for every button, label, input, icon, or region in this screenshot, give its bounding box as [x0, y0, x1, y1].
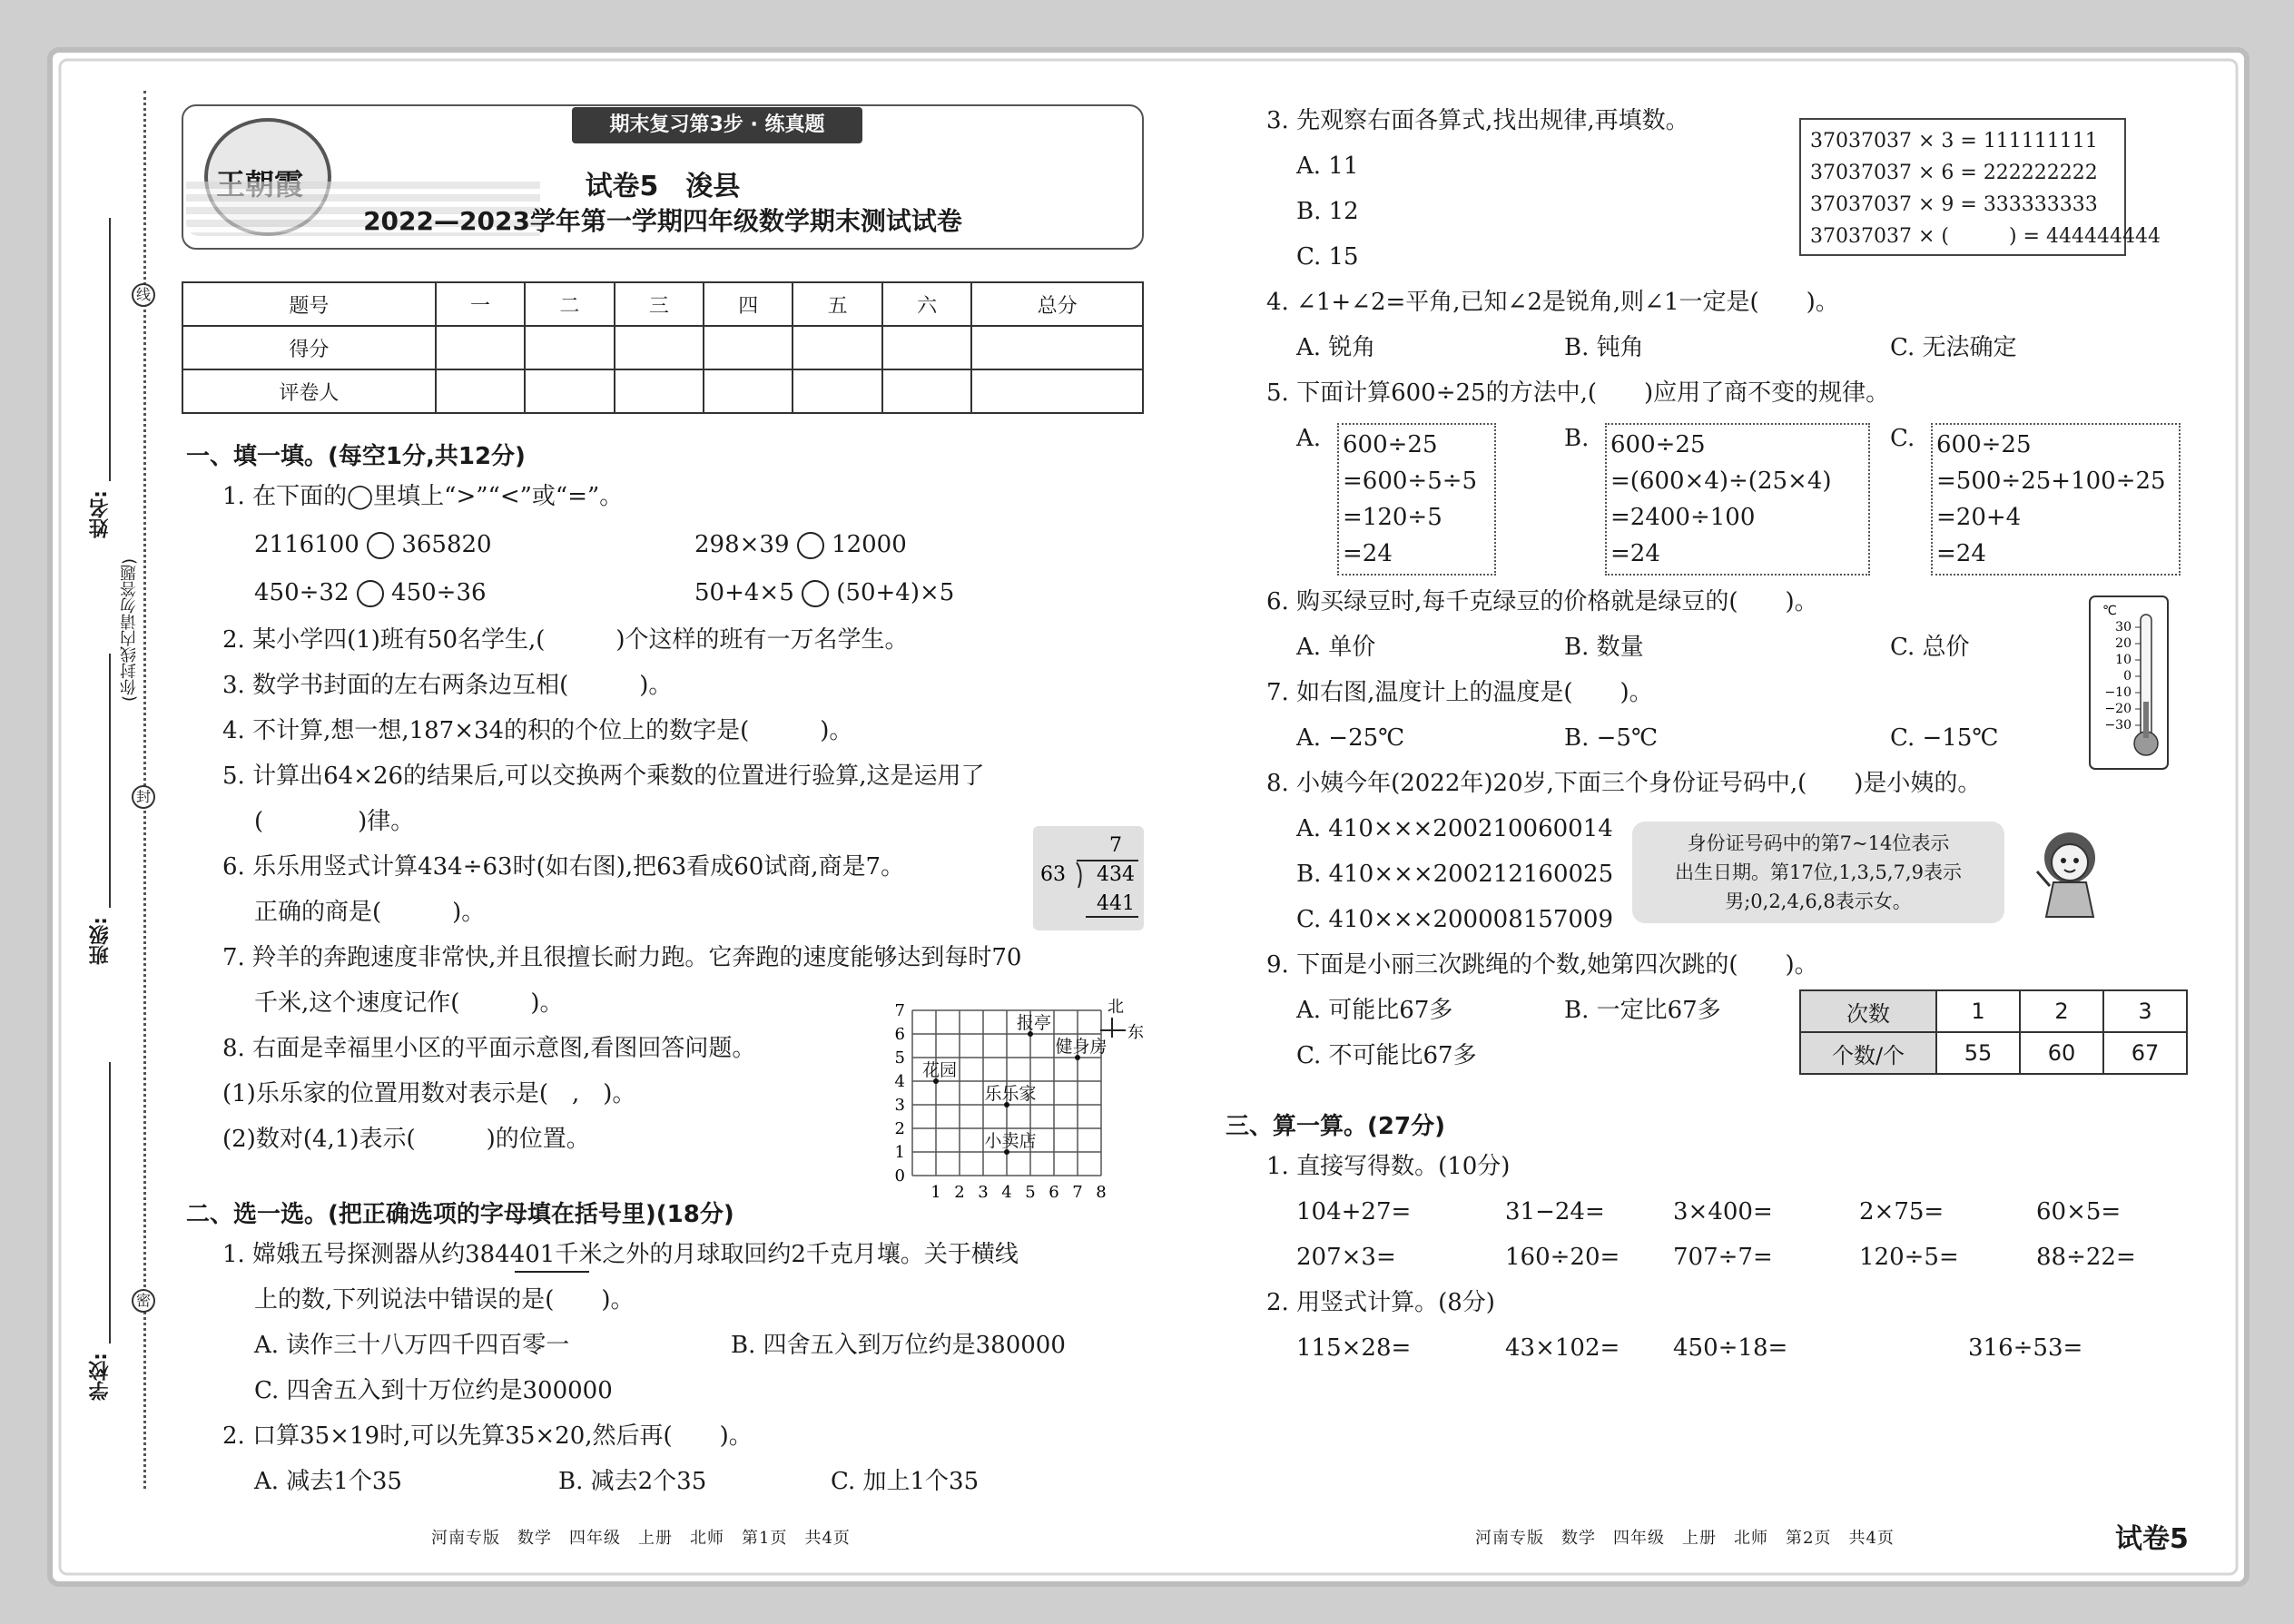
compare-circle[interactable]	[367, 532, 394, 559]
map-x-tick: 6	[1049, 1183, 1059, 1202]
calc-item: 707÷7=	[1673, 1244, 1773, 1271]
pattern-line: 37037037 × 6 = 222222222	[1810, 162, 2098, 184]
jump-cell: 3	[2103, 990, 2187, 1032]
hint-bubble: 身份证号码中的第7~14位表示 出生日期。第17位,1,3,5,7,9表示 男;0,2,4,6,8表示女。	[1632, 822, 2004, 923]
score-header-cell: 二	[525, 282, 614, 326]
score-cell[interactable]	[615, 326, 704, 369]
jump-row	[1800, 1032, 2187, 1074]
q2-1-option-b: B. 四舍五入到万位约是380000	[731, 1332, 1066, 1359]
map-label: 乐乐家	[984, 1084, 1037, 1104]
map-label: 花园	[921, 1060, 958, 1080]
thermo-mercury	[2143, 702, 2149, 738]
pattern-line: 37037037 × 9 = 333333333	[1810, 193, 2098, 216]
section-3-heading: 三、算一算。(27分)	[1226, 1113, 1445, 1140]
q1-6a: 6. 乐乐用竖式计算434÷63时(如右图),把63看成60试商,商是7。	[222, 853, 905, 881]
calc-item: 88÷22=	[2036, 1244, 2136, 1271]
calc-item: 3×400=	[1673, 1198, 1773, 1225]
q1-4: 4. 不计算,想一想,187×34的积的个位上的数字是( )。	[222, 717, 853, 744]
map-label: 小卖店	[984, 1131, 1037, 1151]
score-row	[182, 282, 1143, 326]
q2-1-option-c: C. 四舍五入到十万位约是300000	[254, 1377, 613, 1404]
q2-5-option-b: B.	[1564, 425, 1590, 452]
underline-number	[515, 1271, 589, 1273]
q2-3-option-a: A. 11	[1296, 153, 1359, 180]
score-cell[interactable]	[525, 369, 614, 413]
q3-2: 2. 用竖式计算。(8分)	[1266, 1289, 1495, 1316]
q2-4: 4. ∠1+∠2=平角,已知∠2是锐角,则∠1一定是( )。	[1266, 289, 1839, 316]
map-label: 健身房	[1055, 1037, 1108, 1057]
score-row	[182, 326, 1143, 369]
q2-9: 9. 下面是小丽三次跳绳的个数,她第四次跳的( )。	[1266, 951, 1818, 979]
q2-8-option-a: A. 410×××200210060014	[1296, 815, 1613, 842]
calc-box-c: 600÷25 =500÷25+100÷25 =20+4 =24	[1931, 423, 2181, 576]
score-header-cell: 六	[882, 282, 971, 326]
q1-5a: 5. 计算出64×26的结果后,可以交换两个乘数的位置进行验算,这是运用了	[222, 763, 985, 790]
map-x-tick: 5	[1025, 1183, 1036, 1202]
q2-7-option-b: B. −5℃	[1564, 724, 1659, 752]
q1-1: 1. 在下面的◯里填上“>”“<”或“=”。	[222, 483, 624, 510]
long-division	[1033, 826, 1144, 930]
q2-8-option-c: C. 410×××200008157009	[1296, 906, 1613, 933]
score-cell[interactable]	[793, 369, 881, 413]
map-east: 东	[1127, 1023, 1144, 1042]
section-1-heading: 一、填一填。(每空1分,共12分)	[186, 443, 526, 470]
map-y-tick: 7	[894, 1001, 905, 1020]
q2-2-option-c: C. 加上1个35	[831, 1468, 980, 1495]
q2-8-option-b: B. 410×××200212160025	[1296, 861, 1614, 888]
map-x-tick: 4	[1001, 1183, 1012, 1202]
calc-item: 316÷53=	[1968, 1334, 2083, 1362]
div-dividend: 434	[1097, 863, 1135, 886]
calc-item: 104+27=	[1296, 1198, 1412, 1225]
score-cell[interactable]	[971, 326, 1143, 369]
map-x-tick: 3	[978, 1183, 989, 1202]
q2-6: 6. 购买绿豆时,每千克绿豆的价格就是绿豆的( )。	[1266, 588, 1818, 615]
q1-8: 8. 右面是幸福里小区的平面示意图,看图回答问题。	[222, 1035, 756, 1062]
calc-item: 450÷18=	[1673, 1334, 1788, 1362]
seal-mi: 密	[132, 1289, 155, 1313]
score-header-cell: 题号	[182, 282, 436, 326]
q1-5b: ( )律。	[254, 808, 415, 835]
paper-subtitle: 2022—2023学年第一学期四年级数学期末测试试卷	[363, 206, 962, 236]
score-header-cell: 五	[793, 282, 881, 326]
q2-6-option-c: C. 总价	[1890, 634, 1970, 661]
school-label: 学校:	[89, 1353, 112, 1401]
calc-item: 120÷5=	[1859, 1244, 1959, 1271]
div-divisor: 63	[1040, 863, 1066, 886]
score-table	[182, 281, 1144, 414]
compare-circle[interactable]	[797, 532, 824, 559]
q2-4-option-b: B. 钝角	[1564, 334, 1644, 361]
q2-9-option-b: B. 一定比67多	[1564, 997, 1721, 1024]
q2-5: 5. 下面计算600÷25的方法中,( )应用了商不变的规律。	[1266, 379, 1890, 407]
jump-row-label: 次数	[1800, 990, 1936, 1032]
school-line[interactable]	[109, 1062, 111, 1343]
score-row-label: 评卷人	[182, 369, 436, 413]
calc-item: 207×3=	[1296, 1244, 1396, 1271]
map-x-tick: 7	[1072, 1183, 1083, 1202]
q1-7b: 千米,这个速度记作( )。	[254, 989, 564, 1017]
thermo-tick-label: 10	[2115, 653, 2132, 667]
q2-7-option-a: A. −25℃	[1296, 724, 1405, 752]
q1-3: 3. 数学书封面的左右两条边互相( )。	[222, 672, 673, 699]
score-header-cell: 一	[436, 282, 525, 326]
map-y-tick: 4	[894, 1072, 905, 1091]
q1-8-2: (2)数对(4,1)表示( )的位置。	[222, 1126, 590, 1153]
thermo-tick-label: 0	[2123, 669, 2132, 684]
calc-item: 43×102=	[1505, 1334, 1620, 1362]
score-cell[interactable]	[971, 369, 1143, 413]
jump-cell: 55	[1936, 1032, 2020, 1074]
calc-item: 31−24=	[1505, 1198, 1605, 1225]
community-map	[862, 994, 1153, 1212]
q2-4-option-a: A. 锐角	[1296, 334, 1376, 361]
div-product: 441	[1097, 892, 1135, 915]
compare-circle[interactable]	[802, 580, 829, 607]
q2-1b: 上的数,下列说法中错误的是( )。	[254, 1286, 635, 1314]
q2-3: 3. 先观察右面各算式,找出规律,再填数。	[1266, 107, 1689, 134]
compare-circle[interactable]	[357, 580, 384, 607]
q2-5-option-c: C.	[1890, 425, 1915, 452]
q2-6-option-a: A. 单价	[1296, 634, 1376, 661]
q1-1-c: 450÷32 450÷36	[254, 579, 487, 606]
cartoon-girl	[2033, 826, 2106, 926]
map-y-tick: 5	[894, 1048, 905, 1068]
q2-8: 8. 小姨今年(2022年)20岁,下面三个身份证号码中,( )是小姨的。	[1266, 770, 1982, 797]
calc-item: 60×5=	[2036, 1198, 2122, 1225]
thermo-tick-label: −30	[2104, 718, 2132, 733]
jump-row	[1800, 990, 2187, 1032]
thermo-tick-label: 30	[2115, 620, 2132, 635]
calc-box-a: 600÷25 =600÷5÷5 =120÷5 =24	[1337, 423, 1496, 576]
q1-6b: 正确的商是( )。	[254, 899, 486, 926]
map-y-tick: 1	[894, 1143, 905, 1162]
score-row-label: 得分	[182, 326, 436, 369]
score-cell[interactable]	[436, 369, 525, 413]
q1-2: 2. 某小学四(1)班有50名学生,( )个这样的班有一万名学生。	[222, 626, 909, 654]
footer-left: 河南专版 数学 四年级 上册 北师 第1页 共4页	[431, 1529, 851, 1548]
score-row	[182, 369, 1143, 413]
q2-3-option-c: C. 15	[1296, 243, 1359, 271]
thermometer	[2088, 595, 2170, 772]
jump-cell: 2	[2020, 990, 2103, 1032]
score-cell[interactable]	[882, 326, 971, 369]
q1-1-d: 50+4×5 (50+4)×5	[694, 579, 955, 606]
thermo-unit: ℃	[2102, 604, 2117, 618]
map-y-tick: 0	[894, 1166, 905, 1186]
thermo-tick-label: −20	[2104, 702, 2132, 716]
score-cell[interactable]	[793, 326, 881, 369]
q2-9-option-a: A. 可能比67多	[1296, 997, 1453, 1024]
section-2-heading: 二、选一选。(把正确选项的字母填在括号里)(18分)	[186, 1201, 734, 1228]
score-cell[interactable]	[882, 369, 971, 413]
seal-xian: 线	[132, 283, 155, 307]
score-cell[interactable]	[704, 326, 793, 369]
calc-box-b: 600÷25 =(600×4)÷(25×4) =2400÷100 =24	[1605, 423, 1870, 576]
jump-rope-table	[1799, 989, 2188, 1075]
jump-cell: 67	[2103, 1032, 2187, 1074]
score-header-cell: 总分	[971, 282, 1143, 326]
footer-right: 河南专版 数学 四年级 上册 北师 第2页 共4页	[1475, 1529, 1895, 1548]
score-cell[interactable]	[615, 369, 704, 413]
calc-item: 115×28=	[1296, 1334, 1412, 1362]
q2-2-option-b: B. 减去2个35	[558, 1468, 707, 1495]
q2-3-option-b: B. 12	[1296, 198, 1359, 225]
map-y-tick: 6	[894, 1025, 905, 1044]
map-label: 报亭	[1016, 1013, 1052, 1033]
q2-7-option-c: C. −15℃	[1890, 724, 1999, 752]
thermo-tick-label: −10	[2104, 685, 2132, 700]
seal-feng: 封	[132, 785, 155, 809]
score-cell[interactable]	[704, 369, 793, 413]
calc-item: 2×75=	[1859, 1198, 1944, 1225]
q2-9-option-c: C. 不可能比67多	[1296, 1042, 1477, 1069]
q1-8-1: (1)乐乐家的位置用数对表示是( , )。	[222, 1080, 636, 1107]
pattern-box	[1799, 118, 2161, 256]
q2-1a: 1. 嫦娥五号探测器从约384401千米之外的月球取回约2千克月壤。关于横线	[222, 1241, 1019, 1268]
name-label: 姓名:	[89, 490, 112, 538]
map-y-tick: 3	[894, 1096, 905, 1115]
pattern-line: 37037037 × ( ) = 444444444	[1810, 225, 2161, 248]
q3-1: 1. 直接写得数。(10分)	[1266, 1153, 1511, 1180]
div-quotient: 7	[1109, 834, 1122, 857]
q2-6-option-b: B. 数量	[1564, 634, 1644, 661]
side-note: (你封线内请勿答题)	[120, 558, 139, 703]
q2-5-option-a: A.	[1296, 425, 1322, 452]
score-cell[interactable]	[436, 326, 525, 369]
map-y-tick: 2	[894, 1119, 905, 1138]
map-x-tick: 2	[954, 1183, 965, 1202]
name-line[interactable]	[109, 218, 111, 481]
jump-cell: 60	[2020, 1032, 2103, 1074]
map-x-tick: 8	[1096, 1183, 1107, 1202]
jump-row-label: 个数/个	[1800, 1032, 1936, 1074]
thermo-tick-label: 20	[2115, 636, 2132, 651]
pattern-line: 37037037 × 3 = 111111111	[1810, 130, 2098, 153]
q2-7: 7. 如右图,温度计上的温度是( )。	[1266, 679, 1653, 706]
paper-title: 试卷5 浚县	[585, 171, 741, 202]
calc-item: 160÷20=	[1505, 1244, 1620, 1271]
class-label: 班级:	[89, 917, 112, 965]
q2-2-option-a: A. 减去1个35	[254, 1468, 402, 1495]
header-banner: 期末复习第3步 · 练真题	[572, 107, 862, 143]
map-x-tick: 1	[930, 1183, 941, 1202]
map-north: 北	[1108, 998, 1124, 1017]
score-cell[interactable]	[525, 326, 614, 369]
class-line[interactable]	[109, 654, 111, 908]
paper-number: 试卷5	[2115, 1523, 2189, 1555]
jump-cell: 1	[1936, 990, 2020, 1032]
q2-4-option-c: C. 无法确定	[1890, 334, 2017, 361]
q2-1-option-a: A. 读作三十八万四千四百零一	[254, 1332, 570, 1359]
score-header-cell: 三	[615, 282, 704, 326]
q1-1-a: 2116100 365820	[254, 531, 492, 558]
score-header-cell: 四	[704, 282, 793, 326]
q2-2: 2. 口算35×19时,可以先算35×20,然后再( )。	[222, 1422, 753, 1450]
q1-1-b: 298×39 12000	[694, 531, 907, 558]
q1-7a: 7. 羚羊的奔跑速度非常快,并且很擅长耐力跑。它奔跑的速度能够达到每时70	[222, 944, 1022, 971]
